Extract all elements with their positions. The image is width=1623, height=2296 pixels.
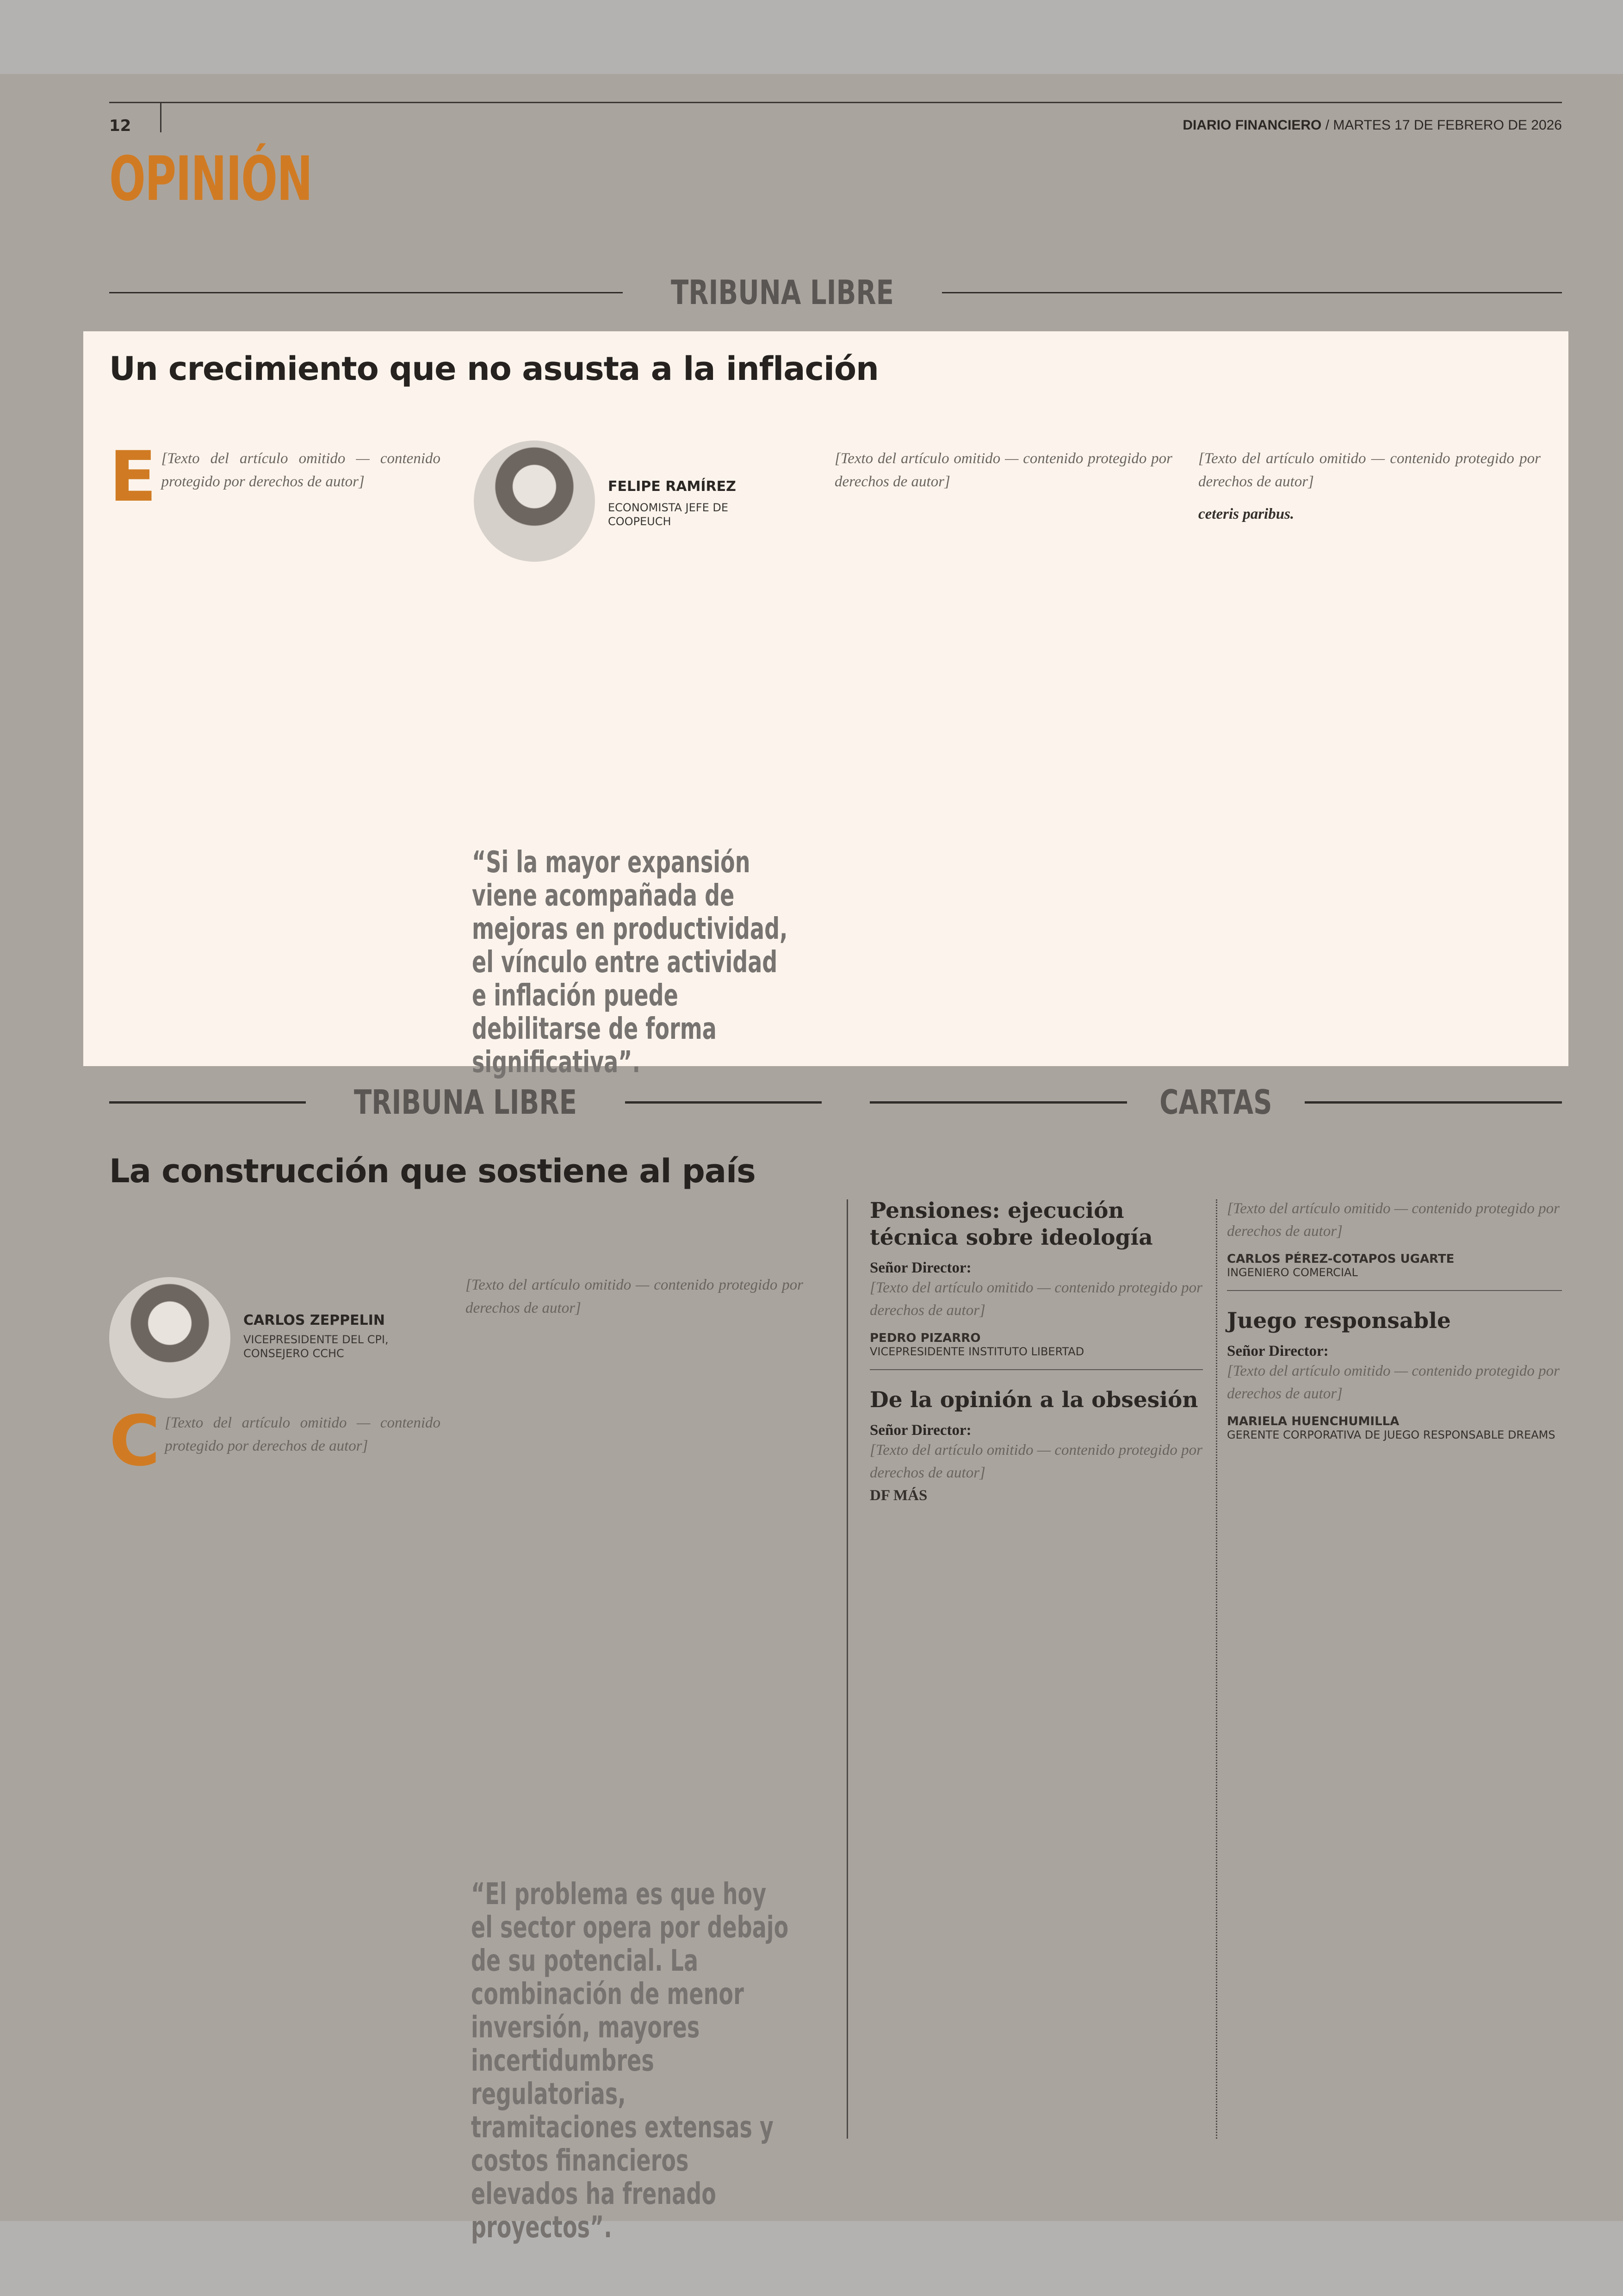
letter-text-placeholder: [Texto del artículo omitido — contenido protegido por derechos de autor] xyxy=(1227,1363,1560,1402)
letter-signer: CARLOS PÉREZ-COTAPOS UGARTE xyxy=(1227,1252,1455,1266)
rule-cartas xyxy=(870,1083,1562,1122)
second-author-role: VICEPRESIDENTE DEL CPI, CONSEJERO CCHC xyxy=(243,1333,389,1360)
letter-signer-role: GERENTE CORPORATIVA DE JUEGO RESPONSABLE DREAMS xyxy=(1227,1428,1555,1441)
rule-tribuna-left xyxy=(109,1083,822,1122)
letter-signer-role: INGENIERO COMERCIAL xyxy=(1227,1266,1358,1279)
second-column-2 xyxy=(465,1273,803,1320)
rule-line xyxy=(870,1101,1127,1104)
letters-divider xyxy=(847,1199,848,2139)
letter-salutation: Señor Director: xyxy=(870,1422,972,1439)
feature-column-4 xyxy=(1198,447,1541,526)
letter-salutation: Señor Director: xyxy=(1227,1343,1329,1359)
second-column-1 xyxy=(109,1401,440,1482)
header-rule xyxy=(109,102,1562,103)
author-photo xyxy=(474,441,595,562)
feature-text-placeholder: [Texto del artículo omitido — contenido protegido por derechos de autor] xyxy=(1198,450,1541,490)
masthead xyxy=(1183,118,1562,133)
feature-headline: Un crecimiento que no asusta a la inflación xyxy=(109,350,879,388)
letter-title: Pensiones: ejecución técnica sobre ideología xyxy=(870,1198,1153,1250)
feature-dropcap: E xyxy=(109,437,157,517)
author-photo xyxy=(109,1277,230,1398)
second-text-placeholder: [Texto del artículo omitido — contenido protegido por derechos de autor] xyxy=(465,1277,803,1316)
feature-text-placeholder: [Texto del artículo omitido — contenido protegido por derechos de autor] xyxy=(835,450,1172,490)
letter-salutation: Señor Director: xyxy=(870,1260,972,1276)
feature-column-1 xyxy=(109,437,440,517)
letter-text-placeholder: [Texto del artículo omitido — contenido protegido por derechos de autor] xyxy=(870,1442,1202,1481)
rule-tribuna-top xyxy=(109,273,1562,312)
letter-signer-role: VICEPRESIDENTE INSTITUTO LIBERTAD xyxy=(870,1345,1084,1358)
letter-signer: MARIELA HUENCHUMILLA xyxy=(1227,1415,1400,1428)
rule-line xyxy=(109,1101,306,1104)
letter-tail: DF MÁS xyxy=(870,1487,928,1504)
letter-text-placeholder: [Texto del artículo omitido — contenido protegido por derechos de autor] xyxy=(870,1279,1202,1319)
rule-line xyxy=(942,292,1562,293)
letter-title: Juego responsable xyxy=(1227,1308,1451,1334)
feature-pull-quote: “Si la mayor expansión viene acompañada de mejoras en productividad, el vínculo entre actividad e inflación puede debilitarse de forma significativa”. xyxy=(472,845,788,1080)
feature-author-role: ECONOMISTA JEFE DE COOPEUCH xyxy=(608,501,729,528)
letters-dotted-divider xyxy=(1216,1199,1217,2139)
letter-text-placeholder: [Texto del artículo omitido — contenido protegido por derechos de autor] xyxy=(1227,1200,1560,1240)
second-headline: La construcción que sostiene al país xyxy=(109,1152,756,1190)
publication-name: DIARIO FINANCIERO xyxy=(1183,118,1322,133)
feature-text-placeholder: [Texto del artículo omitido — contenido protegido por derechos de autor] xyxy=(161,450,440,490)
section-title: OPINIÓN xyxy=(109,143,312,215)
feature-article xyxy=(83,331,1568,1080)
feature-closing: ceteris paribus. xyxy=(1198,506,1295,522)
feature-author-name: FELIPE RAMÍREZ xyxy=(608,478,736,495)
letter-signer: PEDRO PIZARRO xyxy=(870,1331,981,1345)
rule-label-text: CARTAS xyxy=(1159,1083,1272,1122)
letters-column-1 xyxy=(870,1198,1203,1507)
page-number: 12 xyxy=(109,117,131,135)
second-pull-quote: “El problema es que hoy el sector opera por debajo de su potencial. La combinación de menor inversión, mayores incertidumbres regulatorias, tramitaciones extensas y costos financieros elevados ha frenado proyectos”. xyxy=(471,1877,789,2245)
letter-title: De la opinión a la obsesión xyxy=(870,1387,1198,1413)
header-rule-tick xyxy=(160,103,161,132)
letter-separator xyxy=(870,1369,1203,1370)
publication-date: / MARTES 17 DE FEBRERO DE 2026 xyxy=(1325,118,1562,133)
second-text-placeholder: [Texto del artículo omitido — contenido protegido por derechos de autor] xyxy=(165,1415,440,1454)
rule-label-text: TRIBUNA LIBRE xyxy=(671,273,894,312)
second-dropcap: C xyxy=(109,1401,161,1482)
second-author-name: CARLOS ZEPPELIN xyxy=(243,1312,385,1328)
letter-separator xyxy=(1227,1290,1562,1291)
rule-line xyxy=(625,1101,822,1104)
rule-line xyxy=(1305,1101,1562,1104)
rule-label-text: TRIBUNA LIBRE xyxy=(354,1083,577,1122)
feature-column-3 xyxy=(835,447,1172,493)
rule-line xyxy=(109,292,623,293)
letters-column-2 xyxy=(1227,1198,1562,1441)
